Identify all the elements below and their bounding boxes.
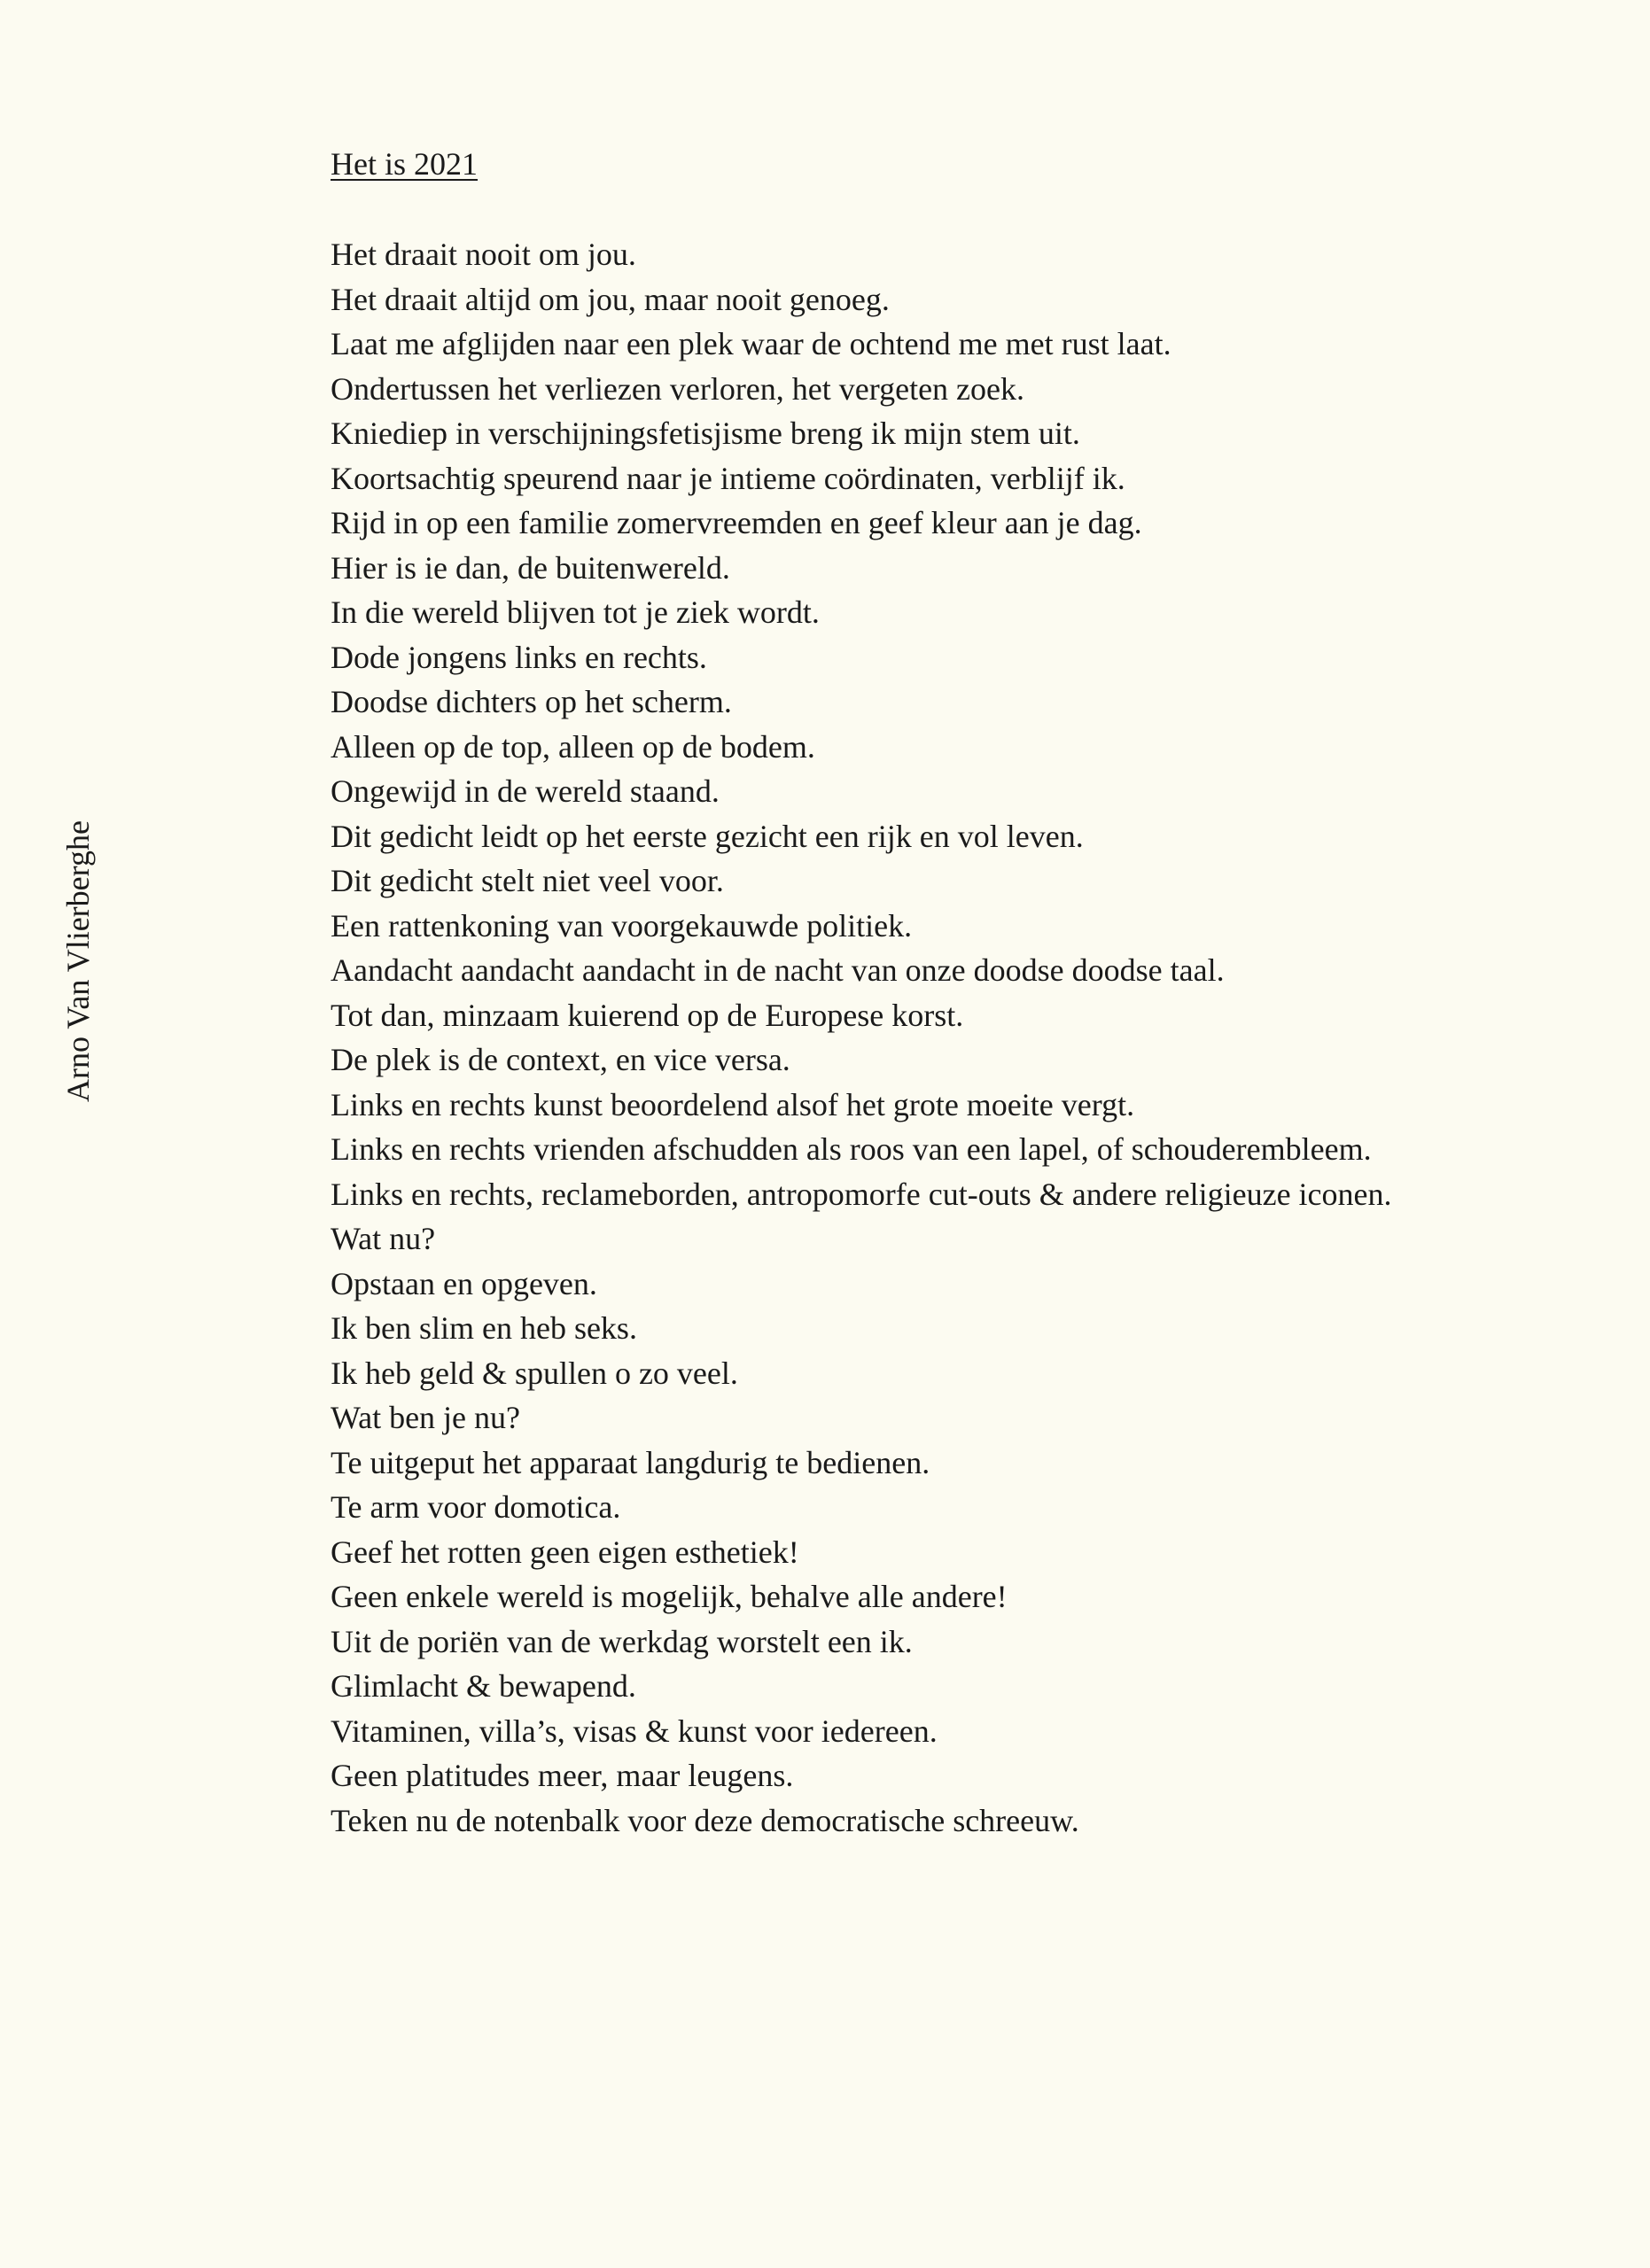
- poem-line: Het draait altijd om jou, maar nooit genoeg.: [331, 281, 890, 317]
- poem-line: Rijd in op een familie zomervreemden en geef kleur aan je dag.: [331, 505, 1142, 540]
- poem-line: Dit gedicht stelt niet veel voor.: [331, 863, 724, 898]
- poem-line: Glimlacht & bewapend.: [331, 1668, 636, 1704]
- poem-line: Ik ben slim en heb seks.: [331, 1310, 637, 1346]
- poem-line: Kniediep in verschijningsfetisjisme breng ik mijn stem uit.: [331, 416, 1080, 451]
- poem-line: Vitaminen, villa’s, visas & kunst voor iedereen.: [331, 1713, 938, 1749]
- poem-line: Geef het rotten geen eigen esthetiek!: [331, 1534, 799, 1570]
- poem-line: Doodse dichters op het scherm.: [331, 684, 732, 719]
- poem-line: Ongewijd in de wereld staand.: [331, 773, 720, 809]
- poem-line: Geen enkele wereld is mogelijk, behalve alle andere!: [331, 1579, 1008, 1614]
- poem-line: Uit de poriën van de werkdag worstelt een ik.: [331, 1623, 913, 1659]
- poem-line: Te uitgeput het apparaat langdurig te bedienen.: [331, 1444, 930, 1480]
- poem-line: De plek is de context, en vice versa.: [331, 1042, 790, 1077]
- poem-line: Teken nu de notenbalk voor deze democratische schreeuw.: [331, 1802, 1079, 1838]
- poem-line: In die wereld blijven tot je ziek wordt.: [331, 594, 820, 630]
- poem-line: Geen platitudes meer, maar leugens.: [331, 1758, 794, 1793]
- poem-line: Tot dan, minzaam kuierend op de Europese korst.: [331, 997, 964, 1033]
- poem-line: Links en rechts kunst beoordelend alsof het grote moeite vergt.: [331, 1086, 1135, 1122]
- poem-line: Het draait nooit om jou.: [331, 237, 636, 272]
- poem-line: Koortsachtig speurend naar je intieme coördinaten, verblijf ik.: [331, 460, 1125, 496]
- poem-line: Links en rechts vrienden afschudden als roos van een lapel, of schouderembleem.: [331, 1131, 1372, 1167]
- poem-line: Een rattenkoning van voorgekauwde politiek.: [331, 907, 913, 944]
- poem-line: Ondertussen het verliezen verloren, het vergeten zoek.: [331, 370, 1024, 407]
- poem-line: Ik heb geld & spullen o zo veel.: [331, 1355, 738, 1391]
- poem-line: Links en rechts, reclameborden, antropomorfe cut-outs & andere religieuze iconen.: [331, 1176, 1392, 1212]
- poem-line: Dode jongens links en rechts.: [331, 639, 707, 675]
- poem-line: Alleen op de top, alleen op de bodem.: [331, 728, 815, 765]
- poem-line: Laat me afglijden naar een plek waar de ochtend me met rust laat.: [331, 326, 1171, 361]
- author-name: Arno Van Vlierberghe: [60, 820, 96, 1102]
- poem-line: Dit gedicht leidt op het eerste gezicht een rijk en vol leven.: [331, 818, 1084, 854]
- poem-body: [331, 232, 1392, 1843]
- poem-line: Hier is ie dan, de buitenwereld.: [331, 549, 730, 586]
- poem-line: Opstaan en opgeven.: [331, 1265, 597, 1301]
- poem-title: Het is 2021: [331, 146, 478, 182]
- poem-line: Aandacht aandacht aandacht in de nacht van onze doodse doodse taal.: [331, 952, 1225, 988]
- poem-line: Te arm voor domotica.: [331, 1489, 621, 1525]
- poem-line: Wat nu?: [331, 1221, 436, 1256]
- poem-line: Wat ben je nu?: [331, 1400, 521, 1435]
